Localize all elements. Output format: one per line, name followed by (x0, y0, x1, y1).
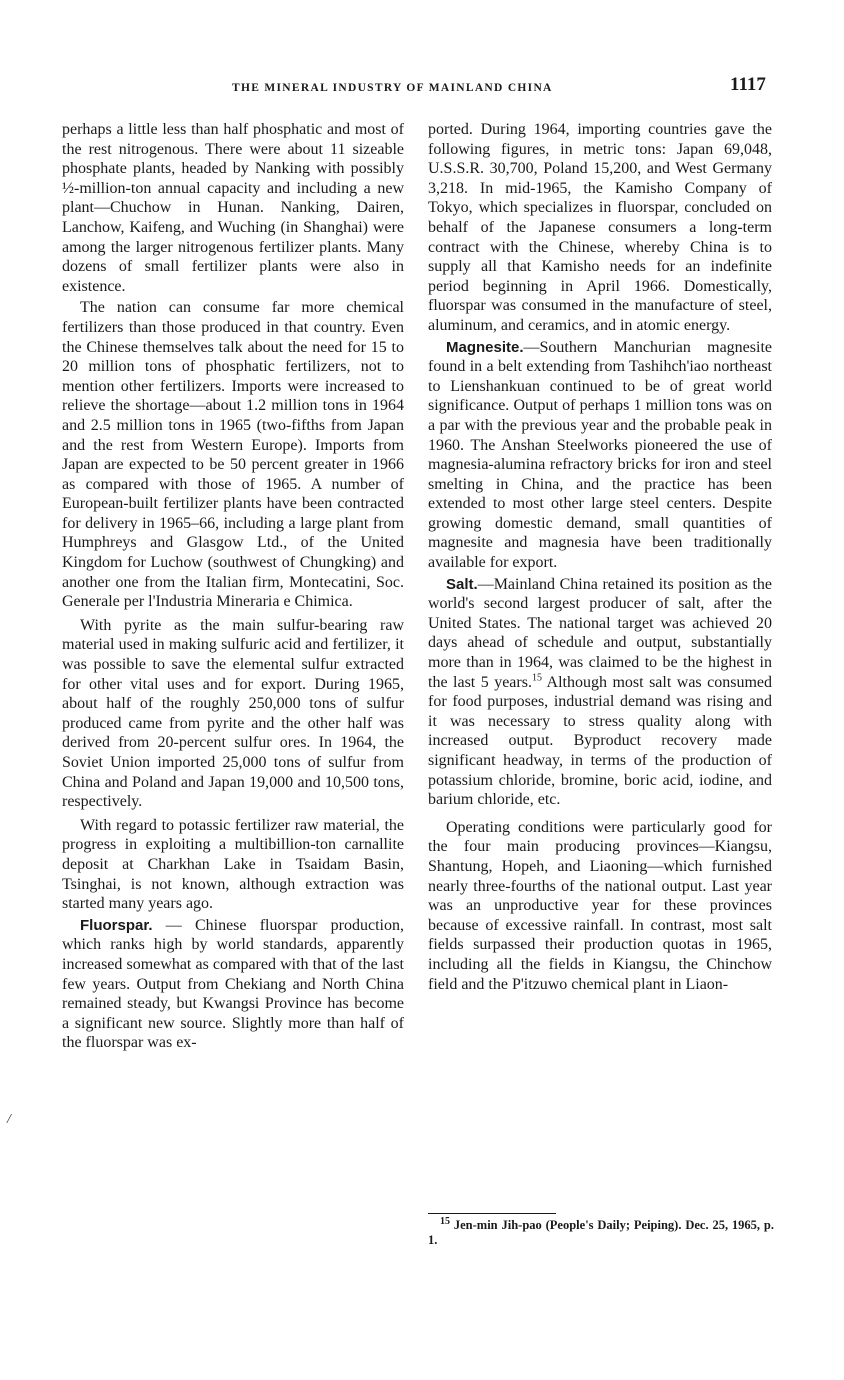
footnote-number: 15 (440, 1215, 450, 1227)
fluorspar-heading: Fluorspar. (80, 916, 153, 934)
page-number: 1117 (730, 74, 766, 95)
margin-pencil-mark: / (7, 1112, 11, 1127)
salt-text-1: —Mainland China retained its position as the world's second largest producer of salt, after the United States. The national target was achieved 20 days ahead of schedule and output, substantially more than in 1964, was claimed to be the highest in the last 5 years. (428, 575, 772, 691)
footnote-text: Jen-min Jih-pao (People's Daily; Peiping). Dec. 25, 1965, p. 1. (428, 1218, 774, 1247)
footnote-reference: 15 (531, 672, 542, 684)
paragraph-operating-conditions: Operating conditions were particularly good for the four main producing provinces—Kiangsu, Shantung, Hopeh, and Liaoning—which furnished nearly three-fourths of the national output. Last year was an unproductive year for these provinces because of excessive rainfall. In contrast, most salt fields surpassed their production quotas in 1965, including all the fields in Kiangsu, the Chinchow field and the P'itzuwo chemical plant in Liaon- (428, 818, 772, 993)
salt-text-2: Although most salt was consumed for food purposes, industrial demand was rising and it was necessary to stress quality along with increased output. Byproduct recovery made significant headway, in terms of the production of potassium chloride, bromine, boric acid, iodine, and barium chloride, etc. (428, 673, 772, 809)
paragraph-fluorspar (62, 916, 404, 1053)
footnote-rule (428, 1213, 556, 1214)
paragraph-fertilizer-plants: perhaps a little less than half phosphatic and most of the rest nitrogenous. There were about 11 sizeable phosphate plants, headed by Nanking with possibly ½-million-ton annual capacity and including a new plant—Chuchow in Hunan. Nanking, Dairen, Lanchow, Kaifeng, and Wuching (in Shanghai) were among the larger nitrogenous fertilizer plants. Many dozens of small fertilizer plants were also in existence. (62, 121, 404, 295)
left-column (62, 120, 404, 1055)
paragraph-fluorspar-continued: ported. During 1964, importing countries gave the following figures, in metric tons: Japan 69,048, U.S.S.R. 30,700, Poland 15,200, and West Germany 3,218. In mid-1965, the Kamisho Company of Tokyo, which specializes in fluorspar, concluded on behalf of the Japanese consumers a long-term contract with the Chinese, whereby China is to supply all that Kamisho needs for an indefinite period beginning in April 1966. Domestically, fluorspar was consumed in the manufacture of steel, aluminum, and ceramics, and in atomic energy. (428, 121, 772, 334)
salt-heading: Salt. (446, 575, 478, 593)
paragraph-salt (428, 575, 772, 810)
fluorspar-text: — Chinese fluorspar production, which ranks high by world standards, apparently increased somewhat as compared with that of the last few years. Output from Chekiang and North China remained steady, but Kwangsi Province has become a significant new source. Slightly more than half of the fluorspar was ex- (62, 916, 404, 1052)
magnesite-text: —Southern Manchurian magnesite found in a belt extending from Tashihch'iao northeast to Lienshankuan continued to be of great world significance. Output of perhaps 1 million tons was on a par with the previous year and the probable peak in 1960. The Anshan Steelworks pioneered the use of magnesia-alumina refractory bricks for iron and steel smelting in China, and the practice has been extended to most other large steel centers. Despite growing domestic demand, small quantities of magnesite and magnesia have been traditionally available for export. (428, 338, 772, 572)
footnote (428, 1215, 774, 1248)
magnesite-heading: Magnesite. (446, 338, 524, 356)
paragraph-pyrite-sulfur: With pyrite as the main sulfur-bearing raw material used in making sulfuric acid and fertilizer, it was possible to save the elemental sulfur extracted for other vital uses and for export. During 1965, about half of the roughly 250,000 tons of sulfur produced came from pyrite and the other half was derived from 20-percent sulfur ores. In 1964, the Soviet Union imported 25,000 tons of sulfur from China and Poland and Japan 19,000 and 10,500 tons, respectively. (62, 616, 404, 811)
paragraph-potassic-fertilizer: With regard to potassic fertilizer raw material, the progress in exploiting a multibillion-ton carnallite deposit at Charkhan Lake in Tsaidam Basin, Tsinghai, is not known, although extraction was started many years ago. (62, 816, 404, 913)
paragraph-magnesite (428, 338, 772, 573)
right-column (428, 120, 772, 996)
paragraph-fertilizer-demand: The nation can consume far more chemical fertilizers than those produced in that country. Even the Chinese themselves talk about the need for 15 to 20 million tons of phosphatic fertilizers, not to mention other fertilizers. Imports were increased to relieve the shortage—about 1.2 million tons in 1964 and 2.5 million tons in 1965 (two-fifths from Japan and the rest from Western Europe). Imports from Japan are expected to be 50 percent greater in 1966 as compared with those of 1965. A number of European-built fertilizer plants have been contracted for delivery in 1965–66, including a large plant from Humphreys and Glasgow Ltd., of the United Kingdom for Luchow (southwest of Chungking) and another one from the Italian firm, Montecatini, Soc. Generale per l'Industria Mineraria e Chimica. (62, 299, 404, 611)
running-head: THE MINERAL INDUSTRY OF MAINLAND CHINA (232, 82, 553, 94)
